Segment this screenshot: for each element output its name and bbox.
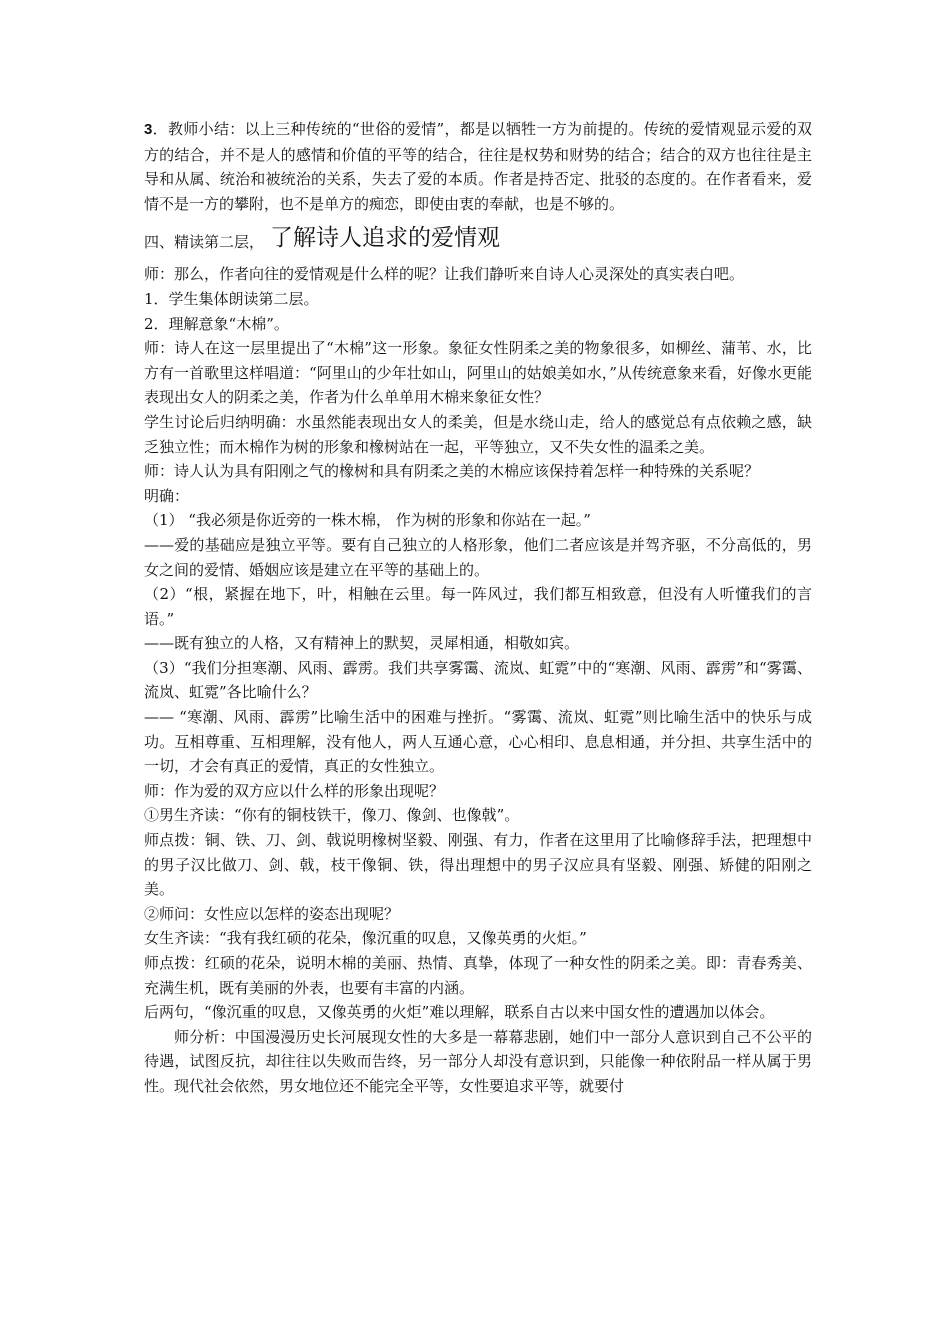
paragraph: 女生齐读：“我有我红硕的花朵，像沉重的叹息，又像英勇的火炬。”	[144, 929, 587, 948]
paragraph: 师：那么，作者向往的爱情观是什么样的呢？让我们静听来自诗人心灵深处的真实表白吧。	[144, 265, 745, 284]
summary-text: ．教师小结：以上三种传统的“世俗的爱情”，都是以牺牲一方为前提的。传统的爱情观显示爱的双方的结合，并不是人的感情和价值的平等的结合，往往是权势和财势的结合；结合的双方也往往是主导和从属、统治和被统治的关系，失去了爱的本质。作者是持否定、批驳的态度的。在作者看来，爱情不是一方的攀附，也不是单方的痴恋，即使由衷的奉献，也是不够的。	[144, 120, 812, 213]
paragraph: （2）“根，紧握在地下，叶，相触在云里。每一阵风过，我们都互相致意，但没有人听懂我们的言语。”	[144, 585, 812, 628]
paragraph: —— “寒潮、风雨、霹雳”比喻生活中的困难与挫折。“雾霭、流岚、虹霓”则比喻生活中的快乐与成功。互相尊重、互相理解，没有他人，两人互通心意，心心相印、息息相通，并分担、共享生活中的一切，才会有真正的爱情，真正的女性独立。	[144, 708, 812, 776]
section-four-heading	[144, 222, 812, 254]
paragraph: 后两句，“像沉重的叹息，又像英勇的火炬”难以理解，联系自古以来中国女性的遭遇加以体会。	[144, 1003, 775, 1022]
paragraph: 师：作为爱的双方应以什么样的形象出现呢？	[144, 781, 445, 800]
paragraph: ②师问：女性应以怎样的姿态出现呢？	[144, 904, 400, 923]
section-four-title: 了解诗人追求的爱情观	[270, 225, 501, 252]
summary-number: 3	[144, 121, 153, 138]
section-four-label: 四、精读第二层，	[144, 233, 265, 252]
paragraph: 师点拨：红硕的花朵，说明木棉的美丽、热情、真挚，体现了一种女性的阴柔之美。即：青春秀美、充满生机，既有美丽的外表，也要有丰富的内涵。	[144, 954, 812, 997]
teacher-analysis-paragraph: 师分析：中国漫漫历史长河展现女性的大多是一幕幕悲剧，她们中一部分人意识到自己不公平的待遇，试图反抗，却往往以失败而告终，另一部分人却没有意识到，只能像一种依附品一样从属于男性。现代社会依然，男女地位还不能完全平等，女性要追求平等，就要付	[144, 1027, 812, 1095]
paragraph: ①男生齐读：“你有的铜枝铁干，像刀、像剑、也像戟”。	[144, 806, 520, 825]
paragraph: 明确：	[144, 486, 190, 505]
paragraph: 师：诗人认为具有阳刚之气的橡树和具有阴柔之美的木棉应该保持着怎样一种特殊的关系呢？	[144, 462, 760, 481]
paragraph: 师：诗人在这一层里提出了“木棉”这一形象。象征女性阴柔之美的物象很多，如柳丝、蒲苇、水，比方有一首歌里这样唱道：“阿里山的少年壮如山，阿里山的姑娘美如水，”从传统意象来看，好像水更能表现出女人的阴柔之美，作者为什么单单用木棉来象征女性？	[144, 339, 812, 407]
paragraph: 师点拨：铜、铁、刀、剑、戟说明橡树坚毅、刚强、有力，作者在这里用了比喻修辞手法，把理想中的男子汉比做刀、剑、戟，枝干像铜、铁，得出理想中的男子汉应具有坚毅、刚强、矫健的阳刚之美。	[144, 831, 812, 899]
paragraph: 学生讨论后归纳明确：水虽然能表现出女人的柔美，但是水绕山走，给人的感觉总有点依赖之感，缺乏独立性；而木棉作为树的形象和橡树站在一起，平等独立，又不失女性的温柔之美。	[144, 412, 812, 456]
paragraph: （1） “我必须是你近旁的一株木棉， 作为树的形象和你站在一起。”	[144, 511, 591, 530]
paragraph: ——爱的基础应是独立平等。要有自己独立的人格形象，他们二者应该是并驾齐驱，不分高低的，男女之间的爱情、婚姻应该是建立在平等的基础上的。	[144, 535, 812, 579]
teacher-summary-paragraph	[144, 117, 812, 216]
paragraph: （3）“我们分担寒潮、风雨、霹雳。我们共享雾霭、流岚、虹霓”中的“寒潮、风雨、霹雳”和“雾霭、流岚、虹霓”各比喻什么？	[144, 658, 812, 702]
paragraph: 2．理解意象“木棉”。	[144, 314, 289, 333]
paragraph: 1．学生集体朗读第二层。	[144, 289, 319, 308]
paragraph: ——既有独立的人格，又有精神上的默契，灵犀相通，相敬如宾。	[144, 634, 580, 653]
